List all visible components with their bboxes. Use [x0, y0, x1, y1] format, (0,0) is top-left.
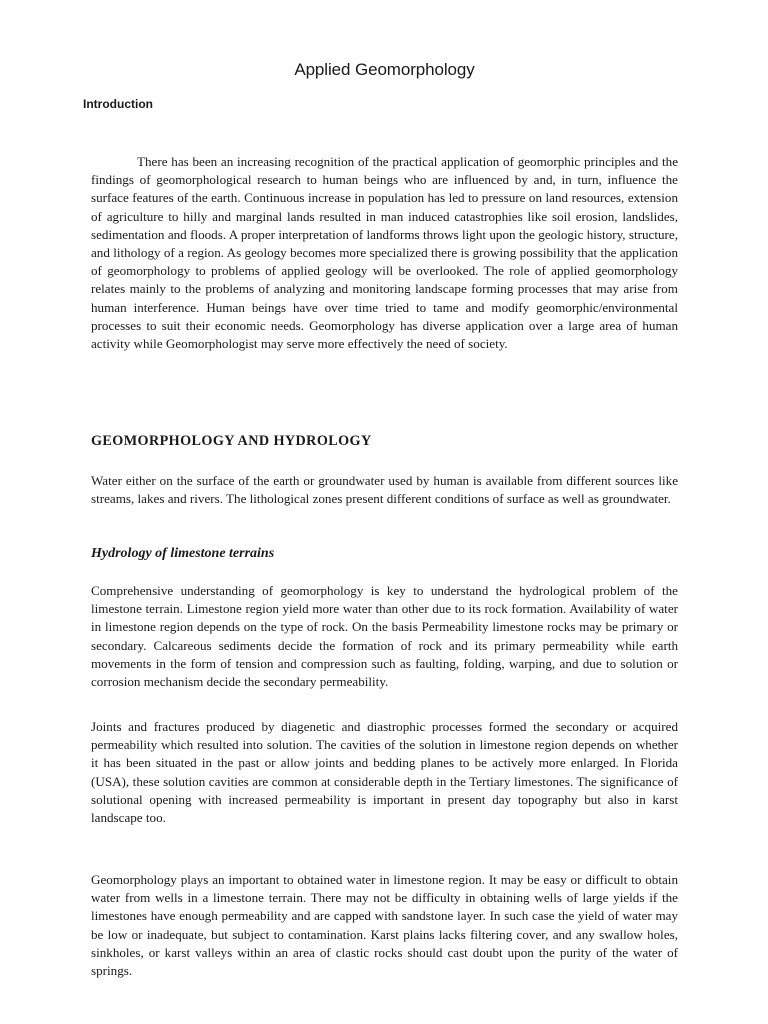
- introduction-heading: Introduction: [83, 97, 153, 111]
- introduction-paragraph: There has been an increasing recognition of the practical application of geomorphic principles and the findings of geomorphological research to human beings who are influenced by and, in turn, influence the surface features of the earth. Continuous increase in population has led to pressure on land resources, extension of agriculture to hilly and marginal lands resulted in man induced catastrophies like soil erosion, landslides, sedimentation and floods. A proper interpretation of landforms throws light upon the geologic history, structure, and lithology of a region. As geology becomes more specialized there is growing possibility that the application of geomorphology to problems of applied geology will be overlooked. The role of applied geomorphology relates mainly to the problems of analyzing and monitoring landscape forming processes that may arise from human interference. Human beings have over time tried to tame and modify geomorphic/environmental processes to suit their economic needs. Geomorphology has diverse application over a large area of human activity while Geomorphologist may serve more effectively the need of society.: [91, 154, 678, 352]
- limestone-paragraph-3: Geomorphology plays an important to obtained water in limestone region. It may be easy or difficult to obtain water from wells in a limestone terrain. There may not be difficulty in obtaining wells of large yields if the limestones have enough permeability and are capped with sandstone layer. In such case the yield of water may be low or inadequate, but subject to contamination. Karst plains lacks filtering cover, and any swallow holes, sinkholes, or karst valleys within an area of clastic rocks should cast doubt upon the purity of the water of springs.: [91, 872, 678, 979]
- limestone-paragraph-1: Comprehensive understanding of geomorphology is key to understand the hydrological problem of the limestone terrain. Limestone region yield more water than other due to its rock formation. Availability of water in limestone region depends on the type of rock. On the basis Permeability limestone rocks may be primary or secondary. Calcareous sediments decide the formation of rock and its primary permeability while earth movements in the form of tension and compression such as faulting, folding, warping, and due to solution or corrosion mechanism decide the secondary permeability.: [91, 583, 678, 690]
- limestone-paragraph-2: Joints and fractures produced by diagenetic and diastrophic processes formed the secondary or acquired permeability which resulted into solution. The cavities of the solution in limestone region depends on whether it has been situated in the past or allow joints and bedding planes to be actively more enlarged. In Florida (USA), these solution cavities are common at considerable depth in the Tertiary limestones. The significance of solutional opening with increased permeability is important in present day topography but also in karst landscape too.: [91, 719, 678, 826]
- subheading-limestone-terrains: Hydrology of limestone terrains: [91, 546, 275, 561]
- document-title: Applied Geomorphology: [294, 60, 475, 79]
- hydrology-paragraph: Water either on the surface of the earth or groundwater used by human is available from different sources like streams, lakes and rivers. The lithological zones present different conditions of surface as well as groundwater.: [91, 473, 678, 507]
- section-heading-geomorphology-hydrology: GEOMORPHOLOGY AND HYDROLOGY: [91, 433, 372, 449]
